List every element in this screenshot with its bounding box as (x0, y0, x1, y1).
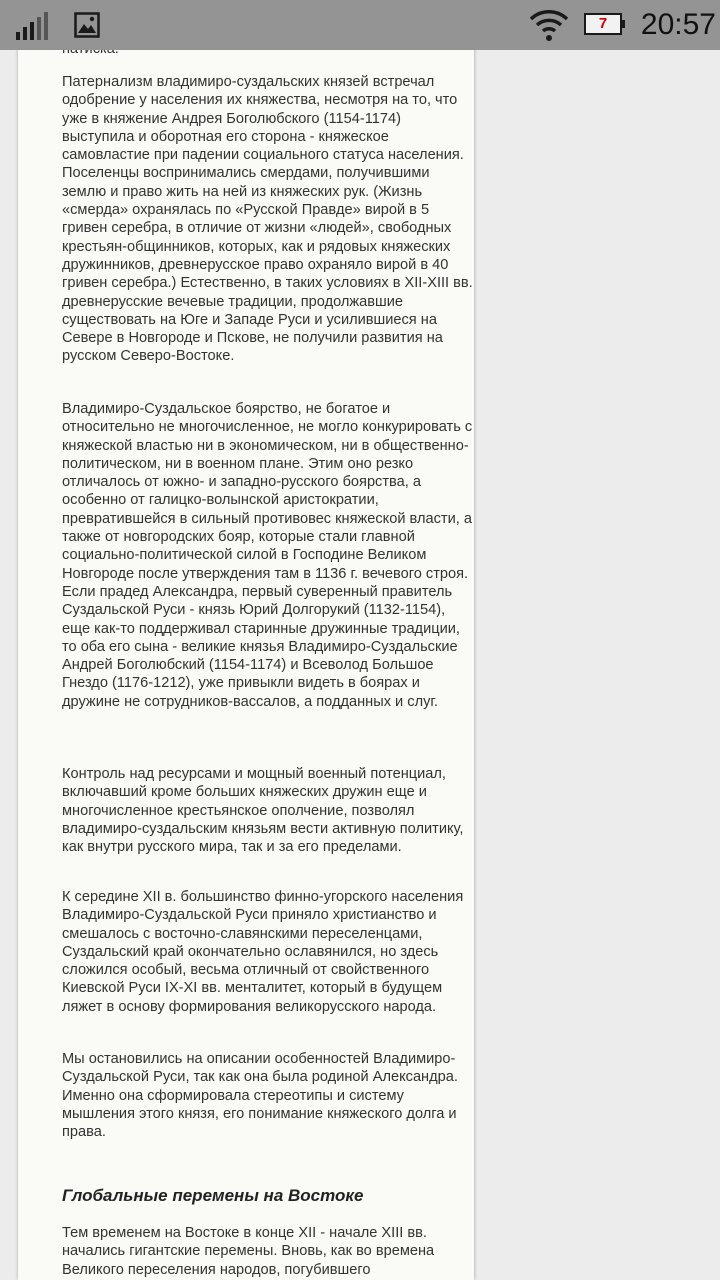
signal-bars-icon (16, 12, 50, 40)
battery-level: 7 (598, 15, 608, 32)
image-notification-icon (74, 12, 100, 38)
article-paragraph: Контроль над ресурсами и мощный военный потенциал, включавший кроме больших княжеских дружин еще и многочисленное крестьянское ополчение, позволял владимиро-суздальским князьям вести активную политику, как внутри русского мира, так и за его пределами. (62, 766, 464, 856)
article-paragraph: Мы остановились на описании особенностей Владимиро-Суздальской Руси, так как она была родиной Александра. Именно она сформировала стереотипы и систему мышления этого князя, его понимание княжеского долга и права. (62, 1051, 458, 1141)
clock: 20:57 (640, 8, 716, 41)
wifi-icon (528, 8, 570, 42)
article-paragraph: Владимиро-Суздальское боярство, не богатое и относительно не многочисленное, не могло конкурировать с княжеской властью ни в экономическом, ни в общественно-политическом, ни в военном плане. Этим оно резко отличалось от южно- и западно-русского боярства, а особенно от галицко-волынской аристократии, превратившейся в сильный противовес княжеской власти, а также от новгородских бояр, которые стали главной социально-политической силой в Господине Великом Новгороде после утверждения там в 1136 г. вечевого строя. Если прадед Александра, первый суверенный правитель Суздальской Руси - князь Юрий Долгорукий (1132-1154), еще как-то поддерживал старинные дружинные традиции, то оба его сына - великие князья Владимиро-Суздальские Андрей Боголюбский (1154-1174) и Всеволод Большое Гнездо (1176-1212), уже привыкли видеть в боярах и дружине не сотрудников-вассалов, а подданных и слуг. (62, 401, 473, 710)
article-paragraph: К середине XII в. большинство финно-угорского населения Владимиро-Суздальской Руси приняло христианство и смешалось с восточно-славянскими переселенцами, Суздальский край окончательно ославянился, но здесь сложился особый, весьма отличный от свойственного Киевской Руси IX-XI вв. менталитет, который в будущем ляжет в основу формирования великорусского народа. (62, 889, 464, 1015)
article-paragraph: Патернализм владимиро-суздальских князей встречал одобрение у населения их княжества, несмотря на то, что уже в княжение Андрея Боголюбского (1154-1174) выступила и оборотная его сторона - княжеское самовластие при падении социального статуса населения. Поселенцы воспринимались смердами, получившими землю и право жить на ней из княжеских рук. (Жизнь «смерда» охранялась по «Русской Правде» вирой в 5 гривен серебра, в отличие от жизни «людей», свободных крестьян-общинников, которых, как и рядовых княжеских дружинников, древнерусское право охраняло вирой в 40 гривен серебра.) Естественно, в таких условиях в XII-XIII вв. древнерусские вечевые традиции, продолжавшие существовать на Юге и Западе Руси и усилившиеся на Севере в Новгороде и Пскове, не получили развития на русском Северо-Востоке. (62, 74, 473, 365)
status-bar (0, 0, 720, 50)
article-paragraph: Тем временем на Востоке в конце XII - начале XIII вв. начались гигантские перемены. Вновь, как во времена Великого переселения народов, погубившего (62, 1225, 435, 1278)
section-heading: Глобальные перемены на Востоке (62, 1186, 364, 1205)
battery-icon (584, 13, 626, 35)
